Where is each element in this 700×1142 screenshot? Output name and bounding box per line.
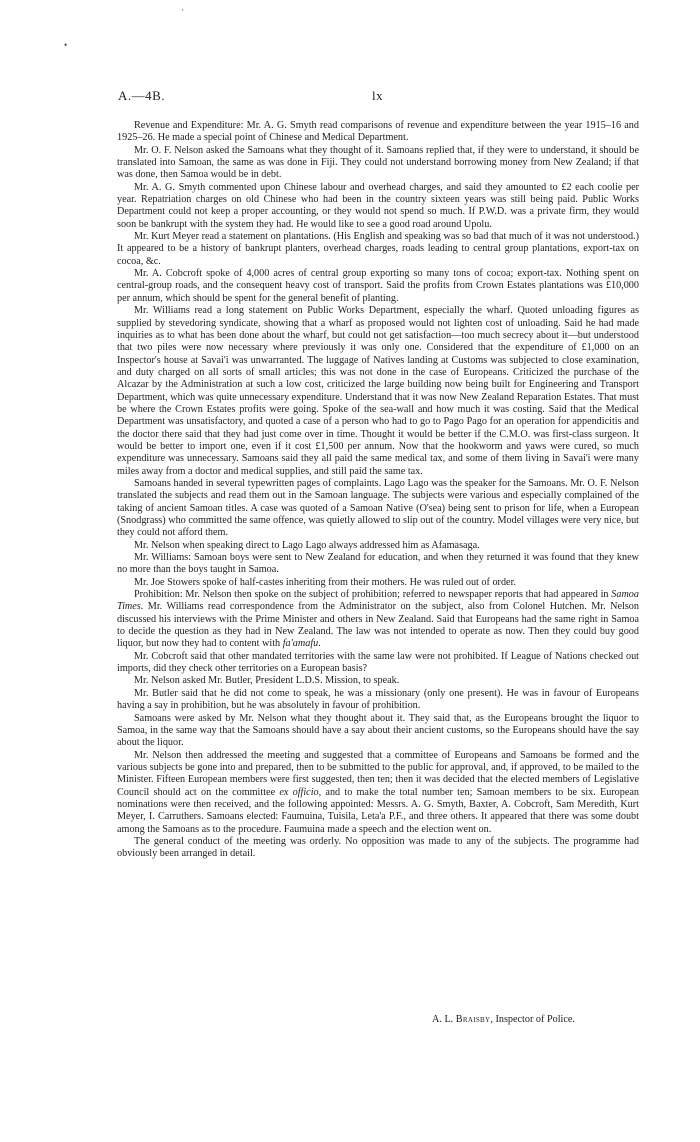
- paragraph-text: Mr. Nelson asked Mr. Butler, President L.D.S. Mission, to speak.: [134, 675, 400, 687]
- italic-text: ex officio: [279, 786, 319, 798]
- paragraph-text: Mr. Nelson when speaking direct to Lago Lago always addressed him as Afamasaga.: [134, 539, 480, 551]
- paragraph: [117, 145, 639, 182]
- signature-initials: A. L.: [432, 1014, 454, 1025]
- document-code: A.—4B.: [118, 88, 166, 103]
- signature-name: Braisby: [455, 1014, 491, 1025]
- paragraph-text: Mr. Nelson then addressed the meeting and suggested that a committee of Europeans and Samoans be formed and the various subjects be gone into and prepared, then to be submitted to the public for approval, and, if approved, to be mailed to the Minister. Fifteen European members were first suggested, then ten; then it was decided that the elected members of Legislative Council should act on the committee: [117, 749, 639, 798]
- stray-mark-left: •: [64, 40, 68, 50]
- paragraph-text: The general conduct of the meeting was orderly. No opposition was made to any of the subjects. The programme had obviously been arranged in detail.: [117, 835, 639, 860]
- paragraph: [117, 540, 639, 552]
- paragraph-text: Mr. Joe Stowers spoke of half-castes inheriting from their mothers. He was ruled out of order.: [134, 576, 516, 588]
- paragraph: [117, 182, 639, 231]
- paragraph-text: .: [318, 638, 321, 650]
- paragraph-text: Mr. A. G. Smyth commented upon Chinese labour and overhead charges, and said they amounted to £2 each coolie per year. Repatriation charges on old Chinese who had been in the country sixteen years was still being paid. Public Works Department could not keep a proper accounting, or they would not spend so much. If P.W.D. was a private firm, they would soon be bankrupt with the system they had. He would like to see a good road around Upolu.: [117, 181, 639, 230]
- paragraph: [117, 231, 639, 268]
- paragraph-text: Mr. Williams: Samoan boys were sent to New Zealand for education, and when they returned it was found that they knew no more than the boys taught in Samoa.: [117, 552, 639, 576]
- paragraph-text: . Mr. Williams read correspondence from the Administrator on the subject, also from Colonel Hutchen. Mr. Nelson discussed his interviews with the Prime Minister and others in New Zealand. Said that Europeans had the same right in Samoa to decide the question as they had in New Zealand. The law was not intended to operate as now. Then they could buy good liquor, but now they had to content with: [117, 601, 639, 650]
- paragraph: [117, 651, 639, 676]
- paragraph-text: Mr. Williams read a long statement on Public Works Department, especially the wharf. Quoted unloading figures as supplied by stevedoring syndicate, showing that a wharf as proposed would not lighten cost of unloading. Said he had made inquiries as to what has been done about the wharf, but could not get satisfaction—too much secrecy about it—but understood that two piles were now necessary where previously it was only one. Considered that the expenditure of £1,000 on an Inspector's house at Savai'i was unwarranted. The luggage of Natives landing at Customs was subjected to close examination, and duty charged on all sorts of small articles; this was not done in the case of Europeans. Criticized the purchase of the Alcazar by the Administration at such a low cost, criticized the large building now being built for Engineering and Transport Department, which was quite unnecessary expenditure. Understand that it was now New Zealand Reparation Estates. That must be where the Crown Estates profits were going. Spoke of the sea-wall and how much it was costing. Said that the Medical Department was unsatisfactory, and quoted a case of a person who had to go to Pago Pago for an operation for appendicitis and the doctor there said that they had just come over in time. Thought it would be better if the C.M.O. was first-class surgeon. It would be better to import one, even if it cost £1,500 per annum. Now that the hookworm and yaws were cured, so much expenditure was unnecessary. Samoans said they all paid the same medical tax, and some of them living in Savai'i were many miles away from a doctor and medical supplies, and still paid the same tax.: [117, 305, 639, 477]
- report-body: [117, 120, 639, 861]
- paragraph: [117, 675, 639, 687]
- stray-mark-top: ·: [181, 5, 184, 15]
- paragraph: [117, 688, 639, 713]
- paragraph-text: Samoans were asked by Mr. Nelson what they thought about it. They said that, as the Europeans brought the liquor to Samoa, in the same way that the Samoans should have a say about their ancient customs, so the Europeans should have the say about the liquor.: [117, 712, 639, 749]
- paragraph: [117, 305, 639, 478]
- paragraph: [117, 577, 639, 589]
- signature: [432, 1014, 575, 1026]
- paragraph-text: Mr. A. Cobcroft spoke of 4,000 acres of central group exporting so many tons of cocoa; export-tax. Nothing spent on central-group roads, and the consequent heavy cost of transport. Said the profits from Crown Estates plantations was £10,000 per annum, which should be spent for the general benefit of planting.: [117, 268, 639, 304]
- paragraph-text: Prohibition: Mr. Nelson then spoke on the subject of prohibition; referred to newspaper reports that had appeared in: [134, 589, 612, 601]
- paragraph: [117, 589, 639, 651]
- page-number: lx: [372, 88, 384, 103]
- paragraph: [117, 268, 639, 305]
- paragraph-text: Mr. Cobcroft said that other mandated territories with the same law were not prohibited. If League of Nations checked out imports, did they check other territories on a European basis?: [117, 650, 639, 675]
- paragraph-text: Mr. Kurt Meyer read a statement on plantations. (His English and speaking was so bad that much of it was not understood.) It appeared to be a history of bankrupt planters, overhead charges, roads leading to central group plantations, export-tax on cocoa, &c.: [117, 231, 639, 267]
- page-header: [118, 88, 638, 108]
- paragraph: [117, 120, 639, 145]
- italic-text: fa'amafu: [282, 638, 319, 650]
- signature-title: , Inspector of Police.: [490, 1014, 575, 1025]
- paragraph-text: Revenue and Expenditure: Mr. A. G. Smyth read comparisons of revenue and expenditure between the year 1915–16 and 1925–26. He made a special point of Chinese and Medical Department.: [117, 120, 639, 144]
- paragraph-text: , and to make the total number ten; Samoan members to be six. European nominations were then received, and the following appointed: Messrs. A. G. Smyth, Baxter, A. Cobcroft, Sam Meredith, Kurt Meyer, I. Carruthers. Samoans elected: Faumuina, Tuisila, Leta'a P.F., and three others. It appeared that there was some doubt among the Samoans as to the procedure. Faumuina made a speech and the election went on.: [117, 786, 639, 835]
- paragraph-text: Mr. O. F. Nelson asked the Samoans what they thought of it. Samoans replied that, if they were to understand, it should be translated into Samoan, the same as was done in Fiji. They could not understand borrowing money from New Zealand; if that was done, then Samoa would be in debt.: [117, 144, 639, 181]
- paragraph-text: Samoans handed in several typewritten pages of complaints. Lago Lago was the speaker for the Samoans. Mr. O. F. Nelson translated the subjects and read them out in the Samoan language. The subjects were various and especially complained of the taking of ancient Samoan titles. A case was quoted of a Samoan Native (O'sea) being sent to prison for life, when a European (Snodgrass) who committed the same offence, was quietly allowed to slip out of the country. Model villages were very nice, but they could not afford them.: [117, 477, 639, 539]
- paragraph-text: Mr. Butler said that he did not come to speak, he was a missionary (only one present). He was in favour of Europeans having a say in prohibition, but he was absolutely in favour of prohibition.: [117, 687, 639, 712]
- paragraph: [117, 552, 639, 577]
- paragraph: [117, 713, 639, 750]
- paragraph: [117, 750, 639, 836]
- paragraph: [117, 836, 639, 861]
- italic-text: Samoa Times: [117, 589, 639, 613]
- paragraph: [117, 478, 639, 540]
